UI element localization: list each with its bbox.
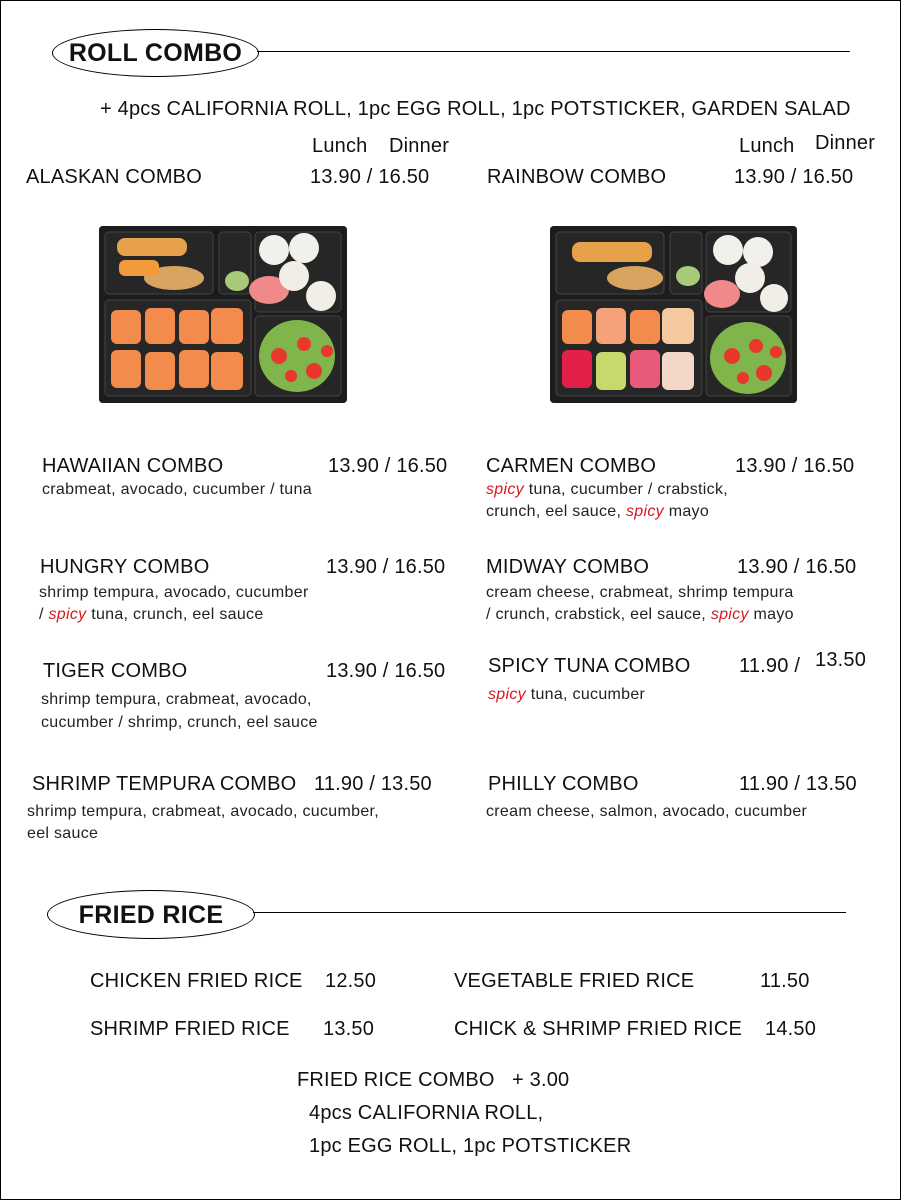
spicy-label: spicy — [710, 606, 749, 623]
rainbow-combo-name: RAINBOW COMBO — [487, 166, 667, 188]
philly-combo-name: PHILLY COMBO — [488, 773, 639, 795]
shrimp-fried-rice-price: 13.50 — [323, 1018, 375, 1040]
spicy-tuna-combo-desc — [488, 686, 645, 704]
carmen-combo-name: CARMEN COMBO — [486, 455, 657, 477]
shrimp-fried-rice-name: SHRIMP FRIED RICE — [90, 1018, 290, 1040]
spicy-tuna-combo-name: SPICY TUNA COMBO — [488, 655, 691, 677]
spicy-label: spicy — [486, 481, 524, 498]
tiger-combo-price: 13.90 / 16.50 — [326, 660, 446, 682]
alaskan-combo-price: 13.90 / 16.50 — [310, 166, 430, 188]
desc-text: mayo — [663, 503, 710, 520]
alaskan-combo-photo — [99, 226, 347, 403]
alaskan-combo-name: ALASKAN COMBO — [26, 166, 202, 188]
desc-text: / — [39, 606, 49, 623]
roll-combo-title: ROLL COMBO — [68, 39, 243, 67]
fried-rice-rule — [253, 912, 846, 913]
chicken-fried-rice-name: CHICKEN FRIED RICE — [90, 970, 303, 992]
roll-combo-rule — [257, 51, 850, 52]
shrimp-tempura-combo-price: 11.90 / 13.50 — [314, 773, 432, 795]
hungry-combo-name: HUNGRY COMBO — [40, 556, 210, 578]
vegetable-fried-rice-name: VEGETABLE FRIED RICE — [454, 970, 695, 992]
spicy-label: spicy — [626, 503, 664, 520]
desc-text: crunch, eel sauce, — [486, 503, 626, 520]
chick-shrimp-fried-rice-price: 14.50 — [765, 1018, 817, 1040]
spicy-label: spicy — [488, 686, 526, 703]
shrimp-tempura-combo-desc-line1: shrimp tempura, crabmeat, avocado, cucumber, — [27, 803, 380, 820]
desc-text: mayo — [748, 606, 794, 623]
roll-combo-title-oval — [52, 29, 259, 77]
carmen-combo-desc-line2 — [486, 503, 709, 521]
lunch-label-left: Lunch — [312, 135, 368, 157]
philly-combo-desc: cream cheese, salmon, avocado, cucumber — [486, 803, 808, 820]
midway-combo-desc-line1: cream cheese, crabmeat, shrimp tempura — [486, 584, 794, 601]
shrimp-tempura-combo-name: SHRIMP TEMPURA COMBO — [32, 773, 297, 795]
hungry-combo-price: 13.90 / 16.50 — [326, 556, 446, 578]
rainbow-combo-price: 13.90 / 16.50 — [734, 166, 854, 188]
fried-rice-title: FRIED RICE — [78, 901, 224, 929]
tiger-combo-name: TIGER COMBO — [43, 660, 188, 682]
carmen-combo-desc-line1 — [486, 481, 728, 499]
hungry-combo-desc-line1: shrimp tempura, avocado, cucumber — [39, 584, 309, 601]
carmen-combo-price: 13.90 / 16.50 — [735, 455, 855, 477]
spicy-tuna-combo-price-lunch: 11.90 / — [739, 655, 801, 677]
tiger-combo-desc-line1: shrimp tempura, crabmeat, avocado, — [41, 691, 312, 708]
chicken-fried-rice-price: 12.50 — [325, 970, 377, 992]
midway-combo-desc-line2 — [486, 606, 794, 624]
hawaiian-combo-name: HAWAIIAN COMBO — [42, 455, 224, 477]
philly-combo-price: 11.90 / 13.50 — [739, 773, 857, 795]
desc-text: tuna, cucumber / crabstick, — [523, 481, 728, 498]
dinner-label-left: Dinner — [389, 135, 450, 157]
lunch-label-right: Lunch — [739, 135, 795, 157]
hawaiian-combo-price: 13.90 / 16.50 — [328, 455, 448, 477]
rainbow-combo-photo — [550, 226, 797, 403]
fried-rice-combo-name: FRIED RICE COMBO — [297, 1069, 495, 1091]
dinner-label-right: Dinner — [815, 132, 876, 154]
tiger-combo-desc-line2: cucumber / shrimp, crunch, eel sauce — [41, 714, 318, 731]
desc-text: tuna, cucumber — [525, 686, 646, 703]
spicy-label: spicy — [48, 606, 87, 623]
vegetable-fried-rice-price: 11.50 — [760, 970, 810, 992]
roll-combo-subtitle: + 4pcs CALIFORNIA ROLL, 1pc EGG ROLL, 1pc POTSTICKER, GARDEN SALAD — [100, 98, 851, 120]
shrimp-tempura-combo-desc-line2: eel sauce — [27, 825, 99, 842]
fried-rice-combo-line1: 4pcs CALIFORNIA ROLL, — [309, 1102, 544, 1124]
fried-rice-combo-line2: 1pc EGG ROLL, 1pc POTSTICKER — [309, 1135, 632, 1157]
hungry-combo-desc-line2 — [39, 606, 264, 624]
desc-text: / crunch, crabstick, eel sauce, — [486, 606, 711, 623]
fried-rice-combo-price: + 3.00 — [512, 1069, 570, 1091]
fried-rice-title-oval — [47, 890, 255, 939]
hawaiian-combo-desc: crabmeat, avocado, cucumber / tuna — [42, 481, 312, 498]
spicy-tuna-combo-price-dinner: 13.50 — [815, 649, 867, 671]
chick-shrimp-fried-rice-name: CHICK & SHRIMP FRIED RICE — [454, 1018, 742, 1040]
desc-text: tuna, crunch, eel sauce — [86, 606, 264, 623]
midway-combo-name: MIDWAY COMBO — [486, 556, 650, 578]
midway-combo-price: 13.90 / 16.50 — [737, 556, 857, 578]
